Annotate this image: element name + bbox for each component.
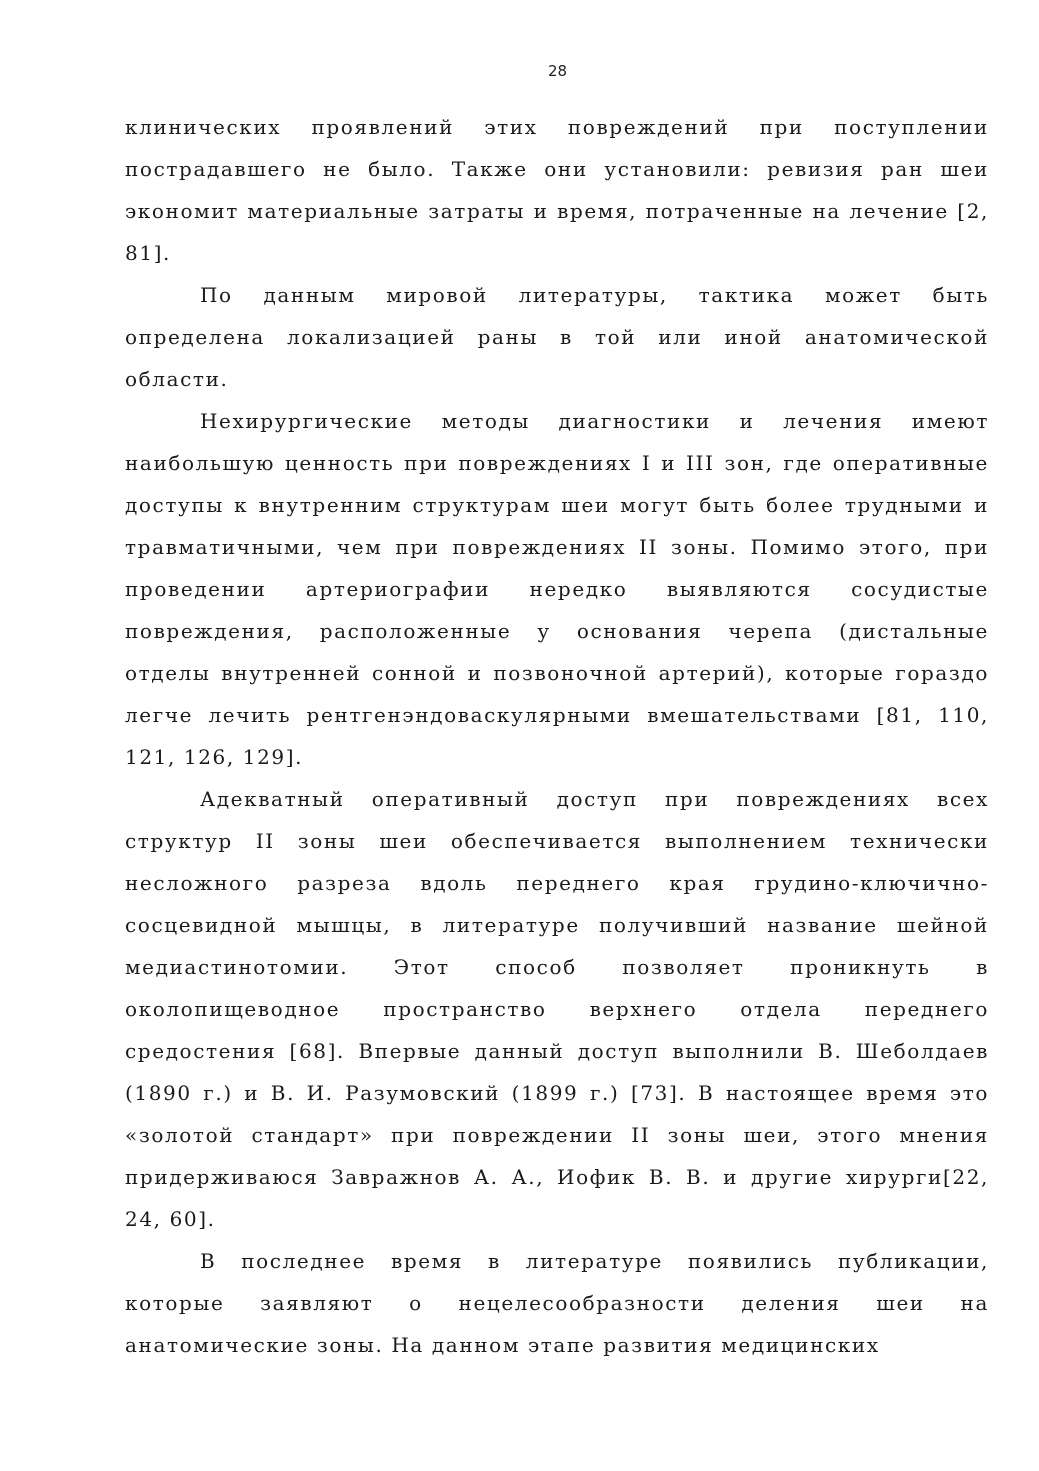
paragraph-4: Адекватный оперативный доступ при повреждениях всех структур II зоны шеи обеспечивается выполнением технически несложного разреза вдоль переднего края грудино-ключично-сосцевидной мышцы, в литературе получивший название шейной медиастинотомии. Этот способ позволяет проникнуть в околопищеводное пространство верхнего отдела переднего средостения [68]. Впервые данный доступ выполнили В. Шеболдаев (1890 г.) и В. И. Разумовский (1899 г.) [73]. В настоящее время это «золотой стандарт» при повреждении II зоны шеи, этого мнения придерживаюся Завражнов А. А., Иофик В. В. и другие хирурги[22, 24, 60]. (125, 787, 989, 1231)
paragraph-5: В последнее время в литературе появились публикации, которые заявляют о нецелесообразности деления шеи на анатомические зоны. На данном этапе развития медицинских (125, 1249, 989, 1357)
body-text (125, 106, 989, 1366)
paragraph-3: Нехирургические методы диагностики и лечения имеют наибольшую ценность при повреждениях I и III зон, где оперативные доступы к внутренним структурам шеи могут быть более трудными и травматичными, чем при повреждениях II зоны. Помимо этого, при проведении артериографии нередко выявляются сосудистые повреждения, расположенные у основания черепа (дистальные отделы внутренней сонной и позвоночной артерий), которые гораздо легче лечить рентгенэндоваскулярными вмешательствами [81, 110, 121, 126, 129]. (125, 409, 989, 769)
paragraph-2: По данным мировой литературы, тактика может быть определена локализацией раны в той или иной анатомической области. (125, 283, 989, 391)
page-number: 28 (547, 62, 568, 80)
paragraph-1: клинических проявлений этих повреждений при поступлении пострадавшего не было. Также они установили: ревизия ран шеи экономит материальные затраты и время, потраченные на лечение [2, 81]. (125, 115, 989, 265)
